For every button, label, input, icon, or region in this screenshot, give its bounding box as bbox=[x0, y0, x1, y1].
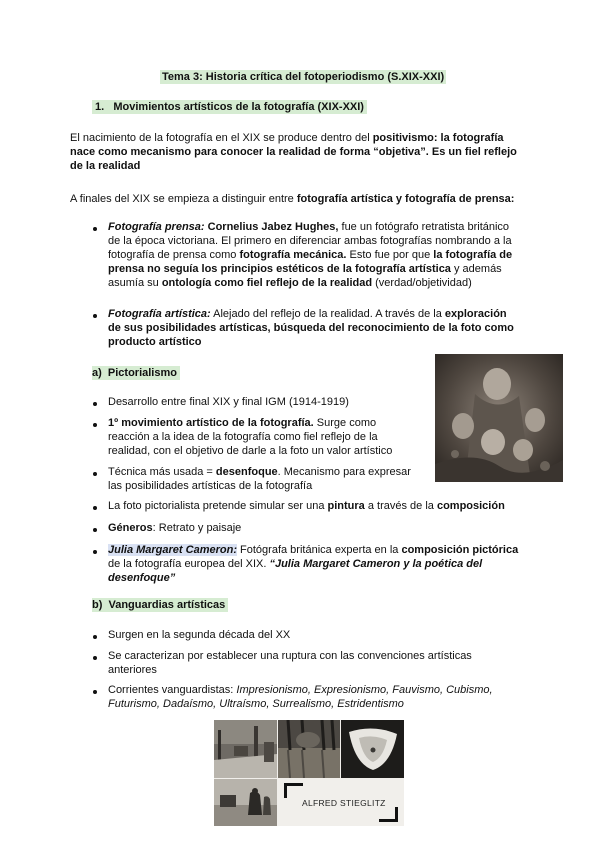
prensa-text: fue un fotógrafo retratista británico bbox=[338, 221, 510, 233]
intro-bold: positivismo: la fotografía bbox=[372, 132, 504, 144]
distinguish-bold: fotografía artística y fotografía de prensa: bbox=[296, 193, 515, 205]
vang-b3-text: Corrientes vanguardistas: bbox=[108, 684, 237, 696]
cameron-label: Julia Margaret Cameron: bbox=[108, 544, 237, 556]
vanguardias-item-3 bbox=[108, 683, 493, 711]
prensa-label: Fotografía prensa: bbox=[108, 221, 205, 233]
intro-line-3: de la realidad bbox=[70, 160, 141, 172]
collage-photo-fountain bbox=[341, 720, 404, 778]
prensa-line-3b: fotografía mecánica. bbox=[239, 249, 347, 261]
pict-b3-rest: . Mecanismo para expresar bbox=[277, 466, 411, 478]
artistica-text: Alejado del reflejo de la realidad. A través de la bbox=[210, 308, 445, 320]
collage-photo-landscape bbox=[214, 779, 277, 826]
vanguardias-collage bbox=[214, 720, 404, 826]
cameron-photo bbox=[435, 354, 563, 482]
pictorialismo-item-4 bbox=[108, 499, 505, 513]
pictorialismo-heading: a) Pictorialismo bbox=[92, 366, 180, 380]
stieglitz-card bbox=[278, 779, 404, 826]
bullet-icon bbox=[93, 506, 97, 510]
pict-b6-bold: composición pictórica bbox=[401, 544, 519, 556]
distinguish-text: A finales del XIX se empieza a distinguir entre bbox=[70, 193, 297, 205]
artistica-item bbox=[108, 307, 514, 349]
pictorialismo-item-6 bbox=[108, 543, 518, 585]
vang-b3-line-2: Futurismo, Dadaísmo, Ultraísmo, Surrealismo, Estridentismo bbox=[108, 698, 404, 710]
prensa-line-3c: Esto fue por que bbox=[346, 249, 434, 261]
prensa-line-5c: (verdad/objetividad) bbox=[372, 277, 472, 289]
pict-b5-bold: Géneros bbox=[108, 522, 153, 534]
artistica-bold: exploración bbox=[444, 308, 507, 320]
vanguardias-item-2 bbox=[108, 649, 472, 677]
pict-b5-text: : Retrato y paisaje bbox=[152, 522, 242, 534]
vang-b2-line-2: anteriores bbox=[108, 664, 157, 676]
pict-b6-line-2b: “Julia Margaret Cameron y la poética del bbox=[269, 558, 483, 570]
pict-b2-text: Surge como bbox=[313, 417, 377, 429]
cameron-photo-image bbox=[435, 354, 563, 482]
intro-line-2: nace como mecanismo para conocer la realidad de forma “objetiva”. Es un fiel reflejo bbox=[70, 146, 517, 158]
bullet-icon bbox=[93, 528, 97, 532]
pict-b2-bold: 1º movimiento artístico de la fotografía. bbox=[108, 417, 314, 429]
pict-b6-line-3: desenfoque” bbox=[108, 572, 176, 584]
pict-b2-line-3: realidad, con el objetivo de darle a la foto un valor artístico bbox=[108, 445, 393, 457]
vanguardias-heading: b) Vanguardias artísticas bbox=[92, 598, 228, 612]
artistica-line-3: producto artístico bbox=[108, 336, 202, 348]
artistica-line-2: de sus posibilidades artísticas, búsqueda del reconocimiento de la foto como bbox=[108, 322, 514, 334]
pict-b4-text: La foto pictorialista pretende simular ser una bbox=[108, 500, 328, 512]
bullet-icon bbox=[93, 314, 97, 318]
prensa-line-4a: prensa no seguía los principios estéticos de la fotografía artística bbox=[108, 263, 451, 275]
bullet-icon bbox=[93, 472, 97, 476]
vang-b2-line-1: Se caracterizan por establecer una ruptura con las convenciones artísticas bbox=[108, 650, 472, 662]
collage-photo-pond-image bbox=[278, 720, 340, 778]
bullet-icon bbox=[93, 227, 97, 231]
corner-bracket-top-left bbox=[284, 783, 303, 798]
collage-photo-pond bbox=[278, 720, 340, 778]
bullet-icon bbox=[93, 550, 97, 554]
bullet-icon bbox=[93, 635, 97, 639]
artistica-label: Fotografía artística: bbox=[108, 308, 211, 320]
vang-b3-italic: Impresionismo, Expresionismo, Fauvismo, Cubismo, bbox=[236, 684, 493, 696]
prensa-line-4b: y además bbox=[450, 263, 502, 275]
vanguardias-item-1: Surgen en la segunda década del XX bbox=[108, 629, 291, 641]
pict-b6-line-2a: de la fotografía europea del XIX. bbox=[108, 558, 270, 570]
bullet-icon bbox=[93, 690, 97, 694]
intro-text: El nacimiento de la fotografía en el XIX se produce dentro del bbox=[70, 132, 373, 144]
pict-b3-bold: desenfoque bbox=[215, 466, 278, 478]
prensa-line-5a: asumía su bbox=[108, 277, 162, 289]
pict-b4-text-2: a través de la bbox=[364, 500, 437, 512]
pict-b4-bold-2: composición bbox=[436, 500, 505, 512]
pict-b3-line-2: las posibilidades artísticas de la fotografía bbox=[108, 480, 313, 492]
collage-photo-street-image bbox=[214, 720, 277, 778]
stieglitz-label: ALFRED STIEGLITZ bbox=[302, 798, 386, 808]
prensa-line-3d: la fotografía de bbox=[433, 249, 513, 261]
collage-photo-street bbox=[214, 720, 277, 778]
section-title: Movimientos artísticos de la fotografía (XIX-XXI) bbox=[113, 101, 364, 113]
section-heading bbox=[92, 100, 367, 114]
page-title: Tema 3: Historia crítica del fotoperiodismo (S.XIX-XXI) bbox=[162, 71, 445, 83]
pict-b6-text: Fotógrafa británica experta en la bbox=[236, 544, 402, 556]
pictorialismo-item-1: Desarrollo entre final XIX y final IGM (1914-1919) bbox=[108, 396, 349, 408]
pict-b2-line-2: reacción a la idea de la fotografía como fiel reflejo de la bbox=[108, 431, 378, 443]
bullet-icon bbox=[93, 656, 97, 660]
collage-photo-fountain-image bbox=[341, 720, 404, 778]
pict-b4-bold-1: pintura bbox=[327, 500, 365, 512]
prensa-line-5b: ontología como fiel reflejo de la realidad bbox=[161, 277, 373, 289]
pict-b3-text: Técnica más usada = bbox=[108, 466, 216, 478]
pictorialismo-item-3 bbox=[108, 465, 411, 493]
prensa-name: Cornelius Jabez Hughes, bbox=[204, 221, 339, 233]
pictorialismo-item-2 bbox=[108, 416, 392, 458]
pictorialismo-item-5 bbox=[108, 521, 241, 535]
prensa-line-3a: fotografía de prensa como bbox=[108, 249, 240, 261]
section-number: 1. bbox=[95, 101, 105, 113]
prensa-item bbox=[108, 220, 512, 290]
bullet-icon bbox=[93, 402, 97, 406]
collage-photo-landscape-image bbox=[214, 779, 277, 826]
intro-paragraph bbox=[70, 131, 517, 173]
prensa-line-2: de la época victoriana. El primero en diferenciar ambas fotografías nombrando a la bbox=[108, 235, 512, 247]
bullet-icon bbox=[93, 423, 97, 427]
distinguish-paragraph bbox=[70, 192, 514, 206]
